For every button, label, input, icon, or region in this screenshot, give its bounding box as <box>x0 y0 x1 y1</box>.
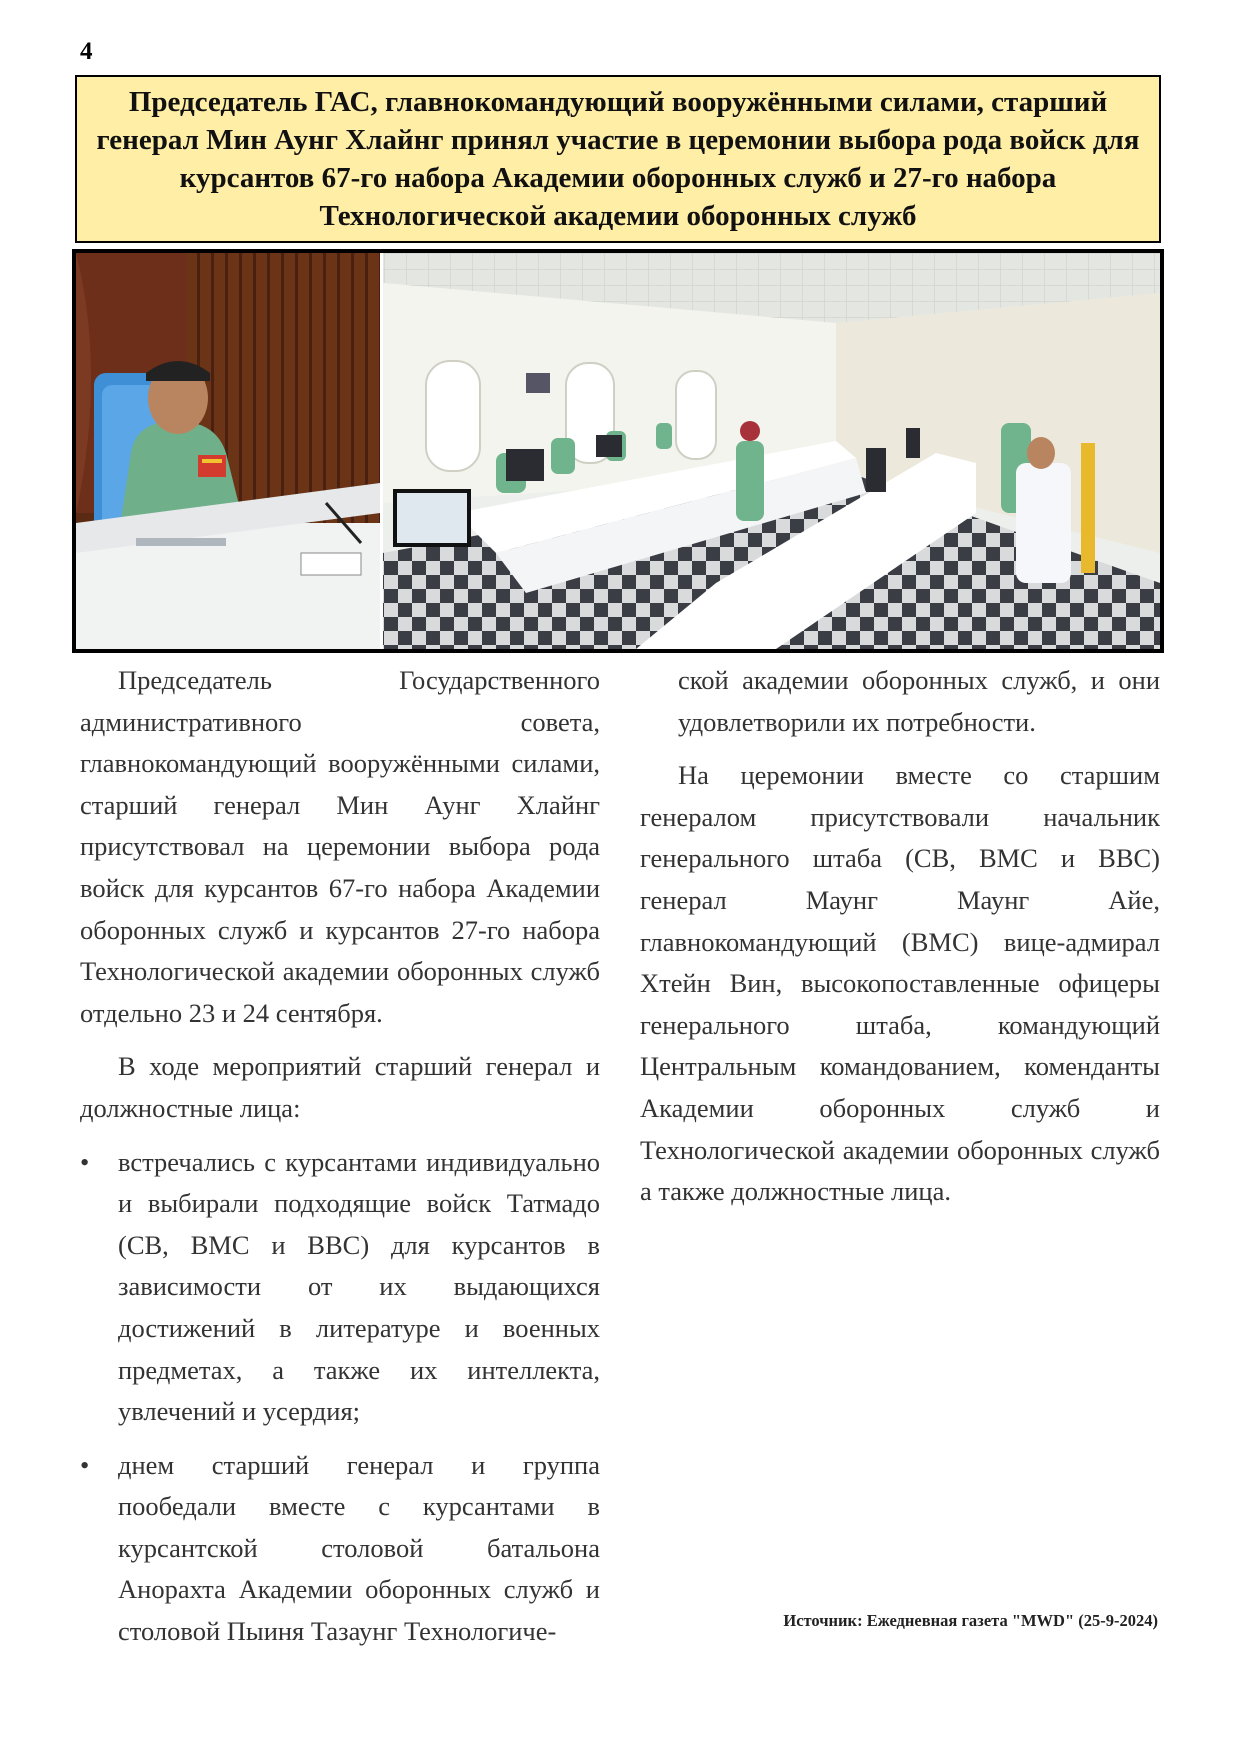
activities-list <box>80 1142 600 1653</box>
bullet-icon: • <box>80 1449 90 1480</box>
article-title: Председатель ГАС, главнокомандующий вооружёнными силами, старший генерал Мин Аунг Хлайнг принял участие в церемонии выбора рода войск для курсантов 67-го набора Академии оборонных служб и 27-го набора Технологической академии оборонных служб <box>96 86 1140 232</box>
page-number: 4 <box>80 38 93 65</box>
photo-collage <box>76 253 1160 649</box>
bullet-icon: • <box>80 1146 90 1177</box>
paragraph-attendees: На церемонии вместе со старшим генералом присутствовали начальник генерального штаба (СВ, ВМС и ВВС) генерал Маунг Маунг Айе, главнокомандующий (ВМС) вице-адмирал Хтейн Вин, высокопоставленные офицеры генерального штаба, командующий Центральным командованием, коменданты Академии оборонных служб и Технологической академии оборонных служб а также должностные лица. <box>640 760 1160 1207</box>
photo-left <box>76 253 380 649</box>
left-column <box>80 660 600 1665</box>
paragraph-activities: В ходе мероприятий старший генерал и должностные лица: <box>80 1051 600 1123</box>
paragraph-intro: Председатель Государственного административного совета, главнокомандующий вооружёнными силами, старший генерал Мин Аунг Хлайнг присутствовал на церемонии выбора рода войск для курсантов 67-го набора Академии оборонных служб и курсантов 27-го набора Технологической академии оборонных служб отдельно 23 и 24 сентября. <box>80 665 600 1028</box>
paragraph-continuation: ской академии оборонных служб, и они удовлетворили их потребности. <box>678 665 1160 737</box>
photo-right <box>383 253 1160 649</box>
list-item-text: днем старший генерал и группа пообедали вместе с курсантами в курсантской столовой батальона Анорахта Академии оборонных служб и столовой Пыиня Тазаунг Технологиче- <box>118 1449 600 1647</box>
list-item <box>80 1142 600 1433</box>
source-note: Источник: Ежедневная газета "MWD" (25-9-2024) <box>783 1611 1158 1630</box>
list-item <box>80 1445 600 1653</box>
article-photos <box>72 249 1164 653</box>
article-title-box <box>75 75 1161 243</box>
right-column <box>640 660 1160 1225</box>
list-item-text: встречались с курсантами индивидуально и выбирали подходящие войск Татмадо (СВ, ВМС и ВВС) для курсантов в зависимости от их выдающихся достижений в литературе и военных предметах, а также их интеллекта, увлечений и усердия; <box>118 1146 600 1427</box>
